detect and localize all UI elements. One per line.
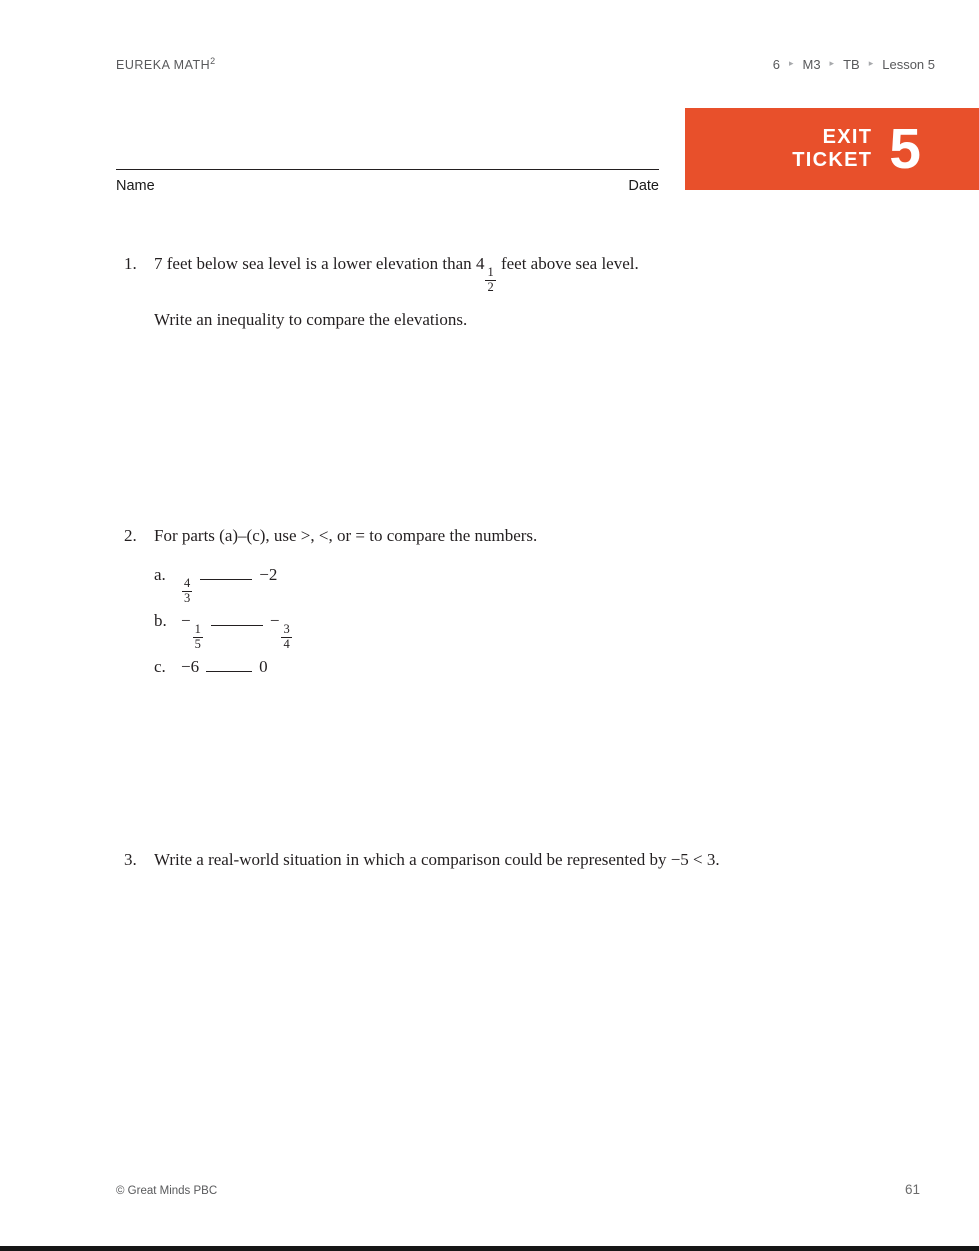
question-2-prompt: For parts (a)–(c), use >, <, or = to compare the numbers.	[154, 526, 538, 545]
part-a-right-value: −2	[259, 565, 278, 584]
lesson-number: 5	[889, 116, 921, 181]
date-label: Date	[628, 178, 659, 194]
fraction-denominator: 3	[184, 590, 191, 605]
question-2-parts	[154, 558, 919, 684]
fraction	[281, 623, 291, 651]
question-1-text-post: feet above sea level.	[500, 254, 639, 273]
breadcrumb-book: TB	[843, 57, 860, 73]
answer-blank	[206, 671, 252, 672]
name-label: Name	[116, 178, 155, 194]
fraction-numerator: 4	[184, 576, 191, 590]
breadcrumb	[773, 57, 935, 72]
page-footer	[116, 1182, 920, 1197]
page-number: 61	[904, 1182, 920, 1197]
question-2	[124, 524, 919, 696]
copyright-text: © Great Minds PBC	[116, 1185, 218, 1197]
fraction-denominator: 4	[283, 636, 290, 651]
fraction	[182, 577, 192, 605]
exit-ticket-badge	[685, 108, 979, 190]
exit-ticket-label	[792, 126, 872, 172]
page-header	[116, 56, 935, 72]
part-a-label: a.	[154, 565, 166, 584]
name-date-line	[116, 169, 659, 194]
q2-part-a	[154, 558, 919, 605]
breadcrumb-lesson: Lesson 5	[882, 57, 935, 73]
answer-blank	[200, 579, 252, 580]
mixed-number-whole: 4	[475, 254, 485, 273]
question-1-text-pre: 7 feet below sea level is a lower elevation than	[154, 254, 472, 273]
question-1-body	[154, 252, 919, 332]
negative-sign: −	[269, 611, 280, 630]
brand-text: EUREKA MATH	[116, 58, 211, 73]
question-3-text: Write a real-world situation in which a comparison could be represented by −5 < 3.	[154, 850, 720, 869]
question-1	[124, 252, 919, 332]
question-1-number: 1.	[124, 254, 137, 273]
answer-blank	[211, 625, 263, 626]
breadcrumb-arrow-icon: ▸	[868, 58, 874, 69]
part-c-left-value: −6	[181, 657, 200, 676]
q2-part-b	[154, 604, 919, 651]
exit-ticket-label-line1: EXIT	[822, 126, 873, 148]
question-2-number: 2.	[124, 526, 137, 545]
negative-sign: −	[181, 611, 191, 630]
fraction	[193, 623, 203, 651]
breadcrumb-arrow-icon: ▸	[829, 58, 835, 69]
fraction	[485, 266, 495, 294]
part-b-label: b.	[154, 611, 167, 630]
exit-ticket-label-line2: TICKET	[792, 149, 873, 171]
breadcrumb-grade: 6	[772, 57, 780, 73]
part-c-right-value: 0	[259, 657, 268, 676]
breadcrumb-arrow-icon: ▸	[788, 58, 794, 69]
fraction-numerator: 1	[487, 265, 494, 279]
part-c-label: c.	[154, 657, 166, 676]
question-1-instruction: Write an inequality to compare the elevations.	[154, 310, 468, 329]
page-bottom-edge	[0, 1246, 979, 1251]
fraction-numerator: 3	[283, 622, 290, 636]
question-3-number: 3.	[124, 850, 137, 869]
brand-superscript: 2	[210, 56, 216, 66]
question-3-body	[154, 848, 919, 872]
question-2-body	[154, 524, 919, 696]
q2-part-c	[154, 650, 919, 684]
mixed-number	[475, 254, 497, 294]
fraction-denominator: 5	[194, 636, 201, 651]
fraction-denominator: 2	[487, 279, 494, 294]
breadcrumb-module: M3	[802, 57, 821, 73]
brand-logo	[116, 56, 216, 72]
question-1-text	[154, 252, 919, 294]
fraction-numerator: 1	[194, 622, 201, 636]
question-3	[124, 848, 919, 872]
